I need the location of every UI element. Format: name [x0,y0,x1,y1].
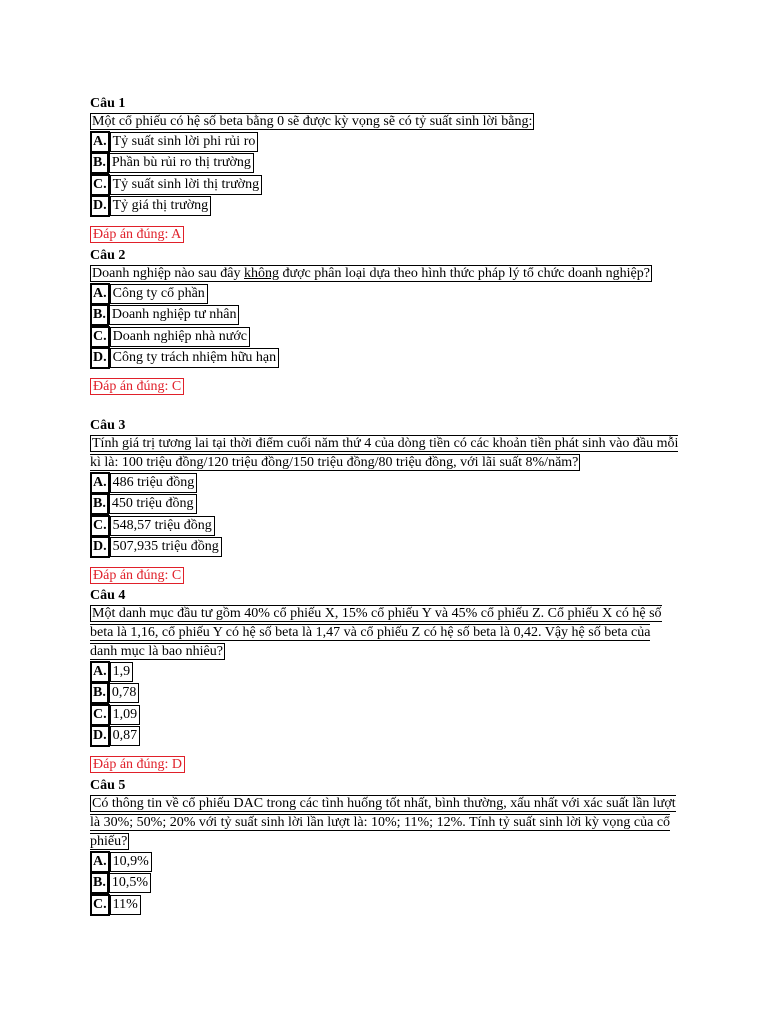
answer-text: Đáp án đúng: A [90,226,184,243]
option-letter: B. [90,682,109,704]
option-text: 507,935 triệu đồng [110,537,222,557]
option-c [90,894,690,916]
question-stem [90,112,680,131]
option-c [90,515,690,537]
option-d [90,196,690,218]
option-text: 1,09 [110,705,141,725]
question-4 [90,587,690,774]
option-letter: A. [90,661,110,683]
question-1 [90,95,690,244]
option-text: 0,87 [110,726,141,746]
option-a [90,131,690,153]
option-text: Doanh nghiệp nhà nước [110,327,250,347]
option-text: Công ty trách nhiệm hữu hạn [110,348,280,368]
option-b [90,494,690,516]
option-text: 548,57 triệu đồng [110,516,215,536]
question-stem-text: Tính giá trị tương lai tại thời điểm cuối năm thứ 4 của dòng tiền có các khoản tiền phát sinh vào đầu mỗi kì là: 100 triệu đồng/120 triệu đồng/150 triệu đồng/80 triệu đồng, với lãi suất 8%/năm? [90,436,679,470]
answer-line [90,378,690,396]
option-letter: A. [90,283,110,305]
option-c [90,704,690,726]
question-3 [90,417,690,585]
option-text: Tỷ suất sinh lời phi rủi ro [110,132,259,152]
option-b [90,153,690,175]
option-text: Công ty cổ phần [110,284,208,304]
answer-line [90,756,690,774]
question-title: Câu 1 [90,96,126,111]
question-stem [90,434,680,472]
question-stem-text: Một cổ phiếu có hệ số beta bằng 0 sẽ được kỳ vọng sẽ có tỷ suất sinh lời bằng: [92,114,533,129]
option-d [90,726,690,748]
option-text: Tỷ suất sinh lời thị trường [110,175,262,195]
question-stem-text: Một danh mục đầu tư gồm 40% cổ phiếu X, 15% cổ phiếu Y và 45% cổ phiếu Z. Cổ phiếu X có hệ số beta là 1,16, cổ phiếu Y có hệ số beta là 1,47 và cổ phiếu Z có hệ số beta là 0,42. Vậy hệ số beta của danh mục là bao nhiêu? [90,606,662,659]
option-d [90,348,690,370]
option-letter: C. [90,894,110,916]
option-letter: C. [90,515,110,537]
option-c [90,326,690,348]
option-letter: C. [90,174,110,196]
option-b [90,305,690,327]
question-stem-text: được phân loại dựa theo hình thức pháp lý tổ chức doanh nghiệp? [279,266,650,281]
question-stem-text: Doanh nghiệp nào sau đây [92,266,245,281]
answer-line [90,567,690,585]
option-text: 10,5% [109,873,151,893]
question-title: Câu 2 [90,248,126,263]
option-text: 11% [110,895,141,915]
option-letter: B. [90,304,109,326]
question-stem [90,264,680,283]
option-a [90,472,690,494]
option-d [90,537,690,559]
option-text: Phần bù rủi ro thị trường [109,153,254,173]
option-letter: A. [90,131,110,153]
option-text: 1,9 [110,662,134,682]
option-letter: D. [90,536,110,558]
option-letter: C. [90,326,110,348]
option-letter: A. [90,472,110,494]
option-text: Tỷ giá thị trường [110,196,211,216]
question-2 [90,247,690,396]
question-stem-text: Có thông tin về cổ phiếu DAC trong các tình huống tốt nhất, bình thường, xấu nhất với xác suất lần lượt là 30%; 50%; 20% với tỷ suất sinh lời lần lượt là: 10%; 11%; 12%. Tính tỷ suất sinh lời kỳ vọng của cổ phiếu? [90,796,676,849]
option-text: 450 triệu đồng [109,494,197,514]
option-a [90,851,690,873]
option-text: 0,78 [109,683,140,703]
option-a [90,661,690,683]
answer-text: Đáp án đúng: C [90,567,184,584]
option-text: 10,9% [110,852,152,872]
question-title: Câu 4 [90,588,126,603]
option-letter: B. [90,152,109,174]
option-letter: B. [90,872,109,894]
option-letter: D. [90,195,110,217]
option-letter: D. [90,725,110,747]
answer-text: Đáp án đúng: D [90,756,185,773]
question-stem-emphasis: không [244,266,280,281]
question-5 [90,777,690,916]
option-b [90,873,690,895]
option-text: 486 triệu đồng [110,473,198,493]
option-text: Doanh nghiệp tư nhân [109,305,240,325]
option-letter: D. [90,347,110,369]
option-a [90,283,690,305]
question-stem [90,794,680,851]
option-c [90,174,690,196]
option-letter: C. [90,704,110,726]
question-stem [90,604,680,661]
option-letter: B. [90,493,109,515]
question-title: Câu 5 [90,778,126,793]
option-b [90,683,690,705]
option-letter: A. [90,851,110,873]
answer-line [90,226,690,244]
question-title: Câu 3 [90,418,126,433]
answer-text: Đáp án đúng: C [90,378,184,395]
